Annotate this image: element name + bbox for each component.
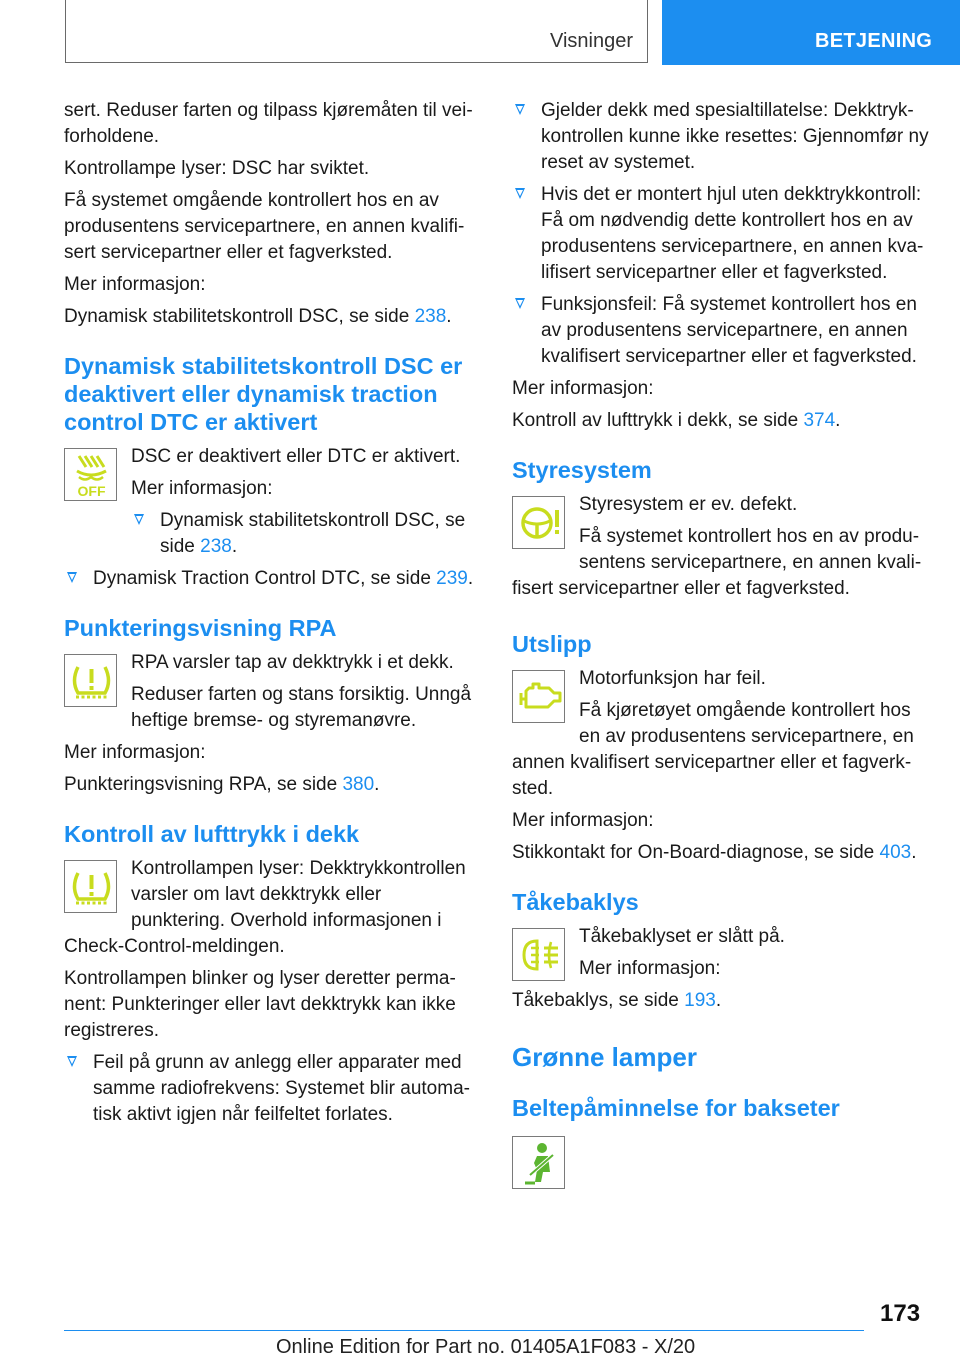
bullet-triangle-icon [67,572,77,583]
engine-warning-icon [512,670,565,723]
tpm-text-2: Kontrollampen blinker og lyser deretter perma-nent: Punkteringer eller lavt dekktrykk kan ikke registreres. [64,968,456,1041]
green-lamps-heading: Grønne lamper [512,1042,697,1072]
steering-heading: Styresystem [512,457,652,483]
seatbelt-reminder-icon [512,1136,565,1189]
edition-footer: Online Edition for Part no. 01405A1F083 - X/20 [276,1336,696,1358]
emission-text-1: Motorfunksjon har feil. [579,668,766,689]
page-number: 173 [880,1300,921,1327]
rpa-heading: Punkteringsvisning RPA [64,615,337,641]
page-link-403[interactable]: 403 [879,842,912,863]
intro-paragraph-2: Kontrollampe lyser: DSC har sviktet. [64,158,370,179]
tpm-bullet-2: Gjelder dekk med spesialtillatelse: Dekktryk-kontrollen kunne ikke resettes: Gjennomfør ny reset av systemet. [512,98,932,176]
emission-heading: Utslipp [512,631,592,657]
tire-pressure-control-icon [64,860,117,913]
steering-text-1: Styresystem er ev. defekt. [579,494,798,515]
left-column [64,98,476,1134]
page-link-239[interactable]: 239 [436,568,468,589]
dsc-text: DSC er deaktivert eller DTC er aktivert. [131,446,461,467]
fog-heading: Tåkebaklys [512,889,639,915]
dsc-bullet-1: Dynamisk stabilitetskontroll DSC, se side 238. [131,508,476,560]
tpm-bullet-4: Funksjonsfeil: Få systemet kontrollert hos en av produsentens servicepartnere, en annen kvalifisert servicepartner eller et fagverksted. [512,292,932,370]
bullet-triangle-icon [515,104,525,115]
fog-reference: Tåkebaklys, se side 193. [512,990,722,1011]
tpm-more-info: Mer informasjon: [512,378,654,399]
header-chapter-title: BETJENING [815,30,933,52]
intro-paragraph-3: Få systemet omgående kontrollert hos en av produsentens servicepartnere, en annen kvalifi-sert servicepartner eller et fagverksted. [64,190,465,263]
page-link-380[interactable]: 380 [342,774,375,795]
rpa-reference: Punkteringsvisning RPA, se side 380. [64,774,380,795]
tire-pressure-warning-icon [64,654,117,707]
tpm-heading: Kontroll av lufttrykk i dekk [64,821,360,847]
dsc-more-info: Mer informasjon: [131,478,273,499]
header-section-title: Visninger [549,30,633,52]
page-link-238[interactable]: 238 [200,536,232,557]
rpa-text-2: Reduser farten og stans forsiktig. Unngå heftige bremse- og styremanøvre. [131,684,472,731]
svg-text:OFF: OFF [77,483,106,499]
steering-warning-icon [512,496,565,549]
emission-more-info: Mer informasjon: [512,810,654,831]
bullet-triangle-icon [515,188,525,199]
header-chapter-tab[interactable] [662,0,960,65]
bullet-triangle-icon [134,514,144,525]
header-section-box [65,0,648,63]
page-link-193[interactable]: 193 [684,990,716,1011]
intro-more-info: Mer informasjon: [64,274,206,295]
right-column [512,98,932,1193]
page-link-238[interactable]: 238 [414,306,447,327]
tpm-bullet-1: Feil på grunn av anlegg eller apparater med samme radiofrekvens: Systemet blir automa-tisk aktivt igjen når feilfeltet forlates. [64,1050,476,1128]
emission-reference: Stikkontakt for On-Board-diagnose, se side 403. [512,842,917,863]
bullet-triangle-icon [515,298,525,309]
tpm-bullet-3: Hvis det er montert hjul uten dekktrykkontroll: Få om nødvendig dette kontrollert hos en av produsentens servicepartnere, en annen kva-lifisert servicepartner eller et fagverksted. [512,182,932,286]
rear-belt-reminder-heading: Beltepåminnelse for bakseter [512,1095,840,1121]
footer-divider [64,1330,864,1331]
fog-text-1: Tåkebaklyset er slått på. [579,926,785,947]
page-link-374[interactable]: 374 [803,410,836,431]
rpa-text-1: RPA varsler tap av dekktrykk i et dekk. [131,652,454,673]
dsc-bullet-2: Dynamisk Traction Control DTC, se side 239. [64,566,476,592]
rpa-more-info: Mer informasjon: [64,742,206,763]
dsc-off-icon [64,448,117,501]
tpm-text-1: Kontrollampen lyser: Dekktrykkontrollen varsler om lavt dekktrykk eller punktering. Overhold informasjonen i Check-Control-meldingen. [64,858,466,957]
emission-text-2: Få kjøretøyet omgående kontrollert hos en av produsentens servicepartnere, en annen kvalifisert servicepartner eller et fagverk-sted. [512,700,914,799]
fog-more-info: Mer informasjon: [579,958,721,979]
intro-reference: Dynamisk stabilitetskontroll DSC, se side 238. [64,306,452,327]
tpm-reference: Kontroll av lufttrykk i dekk, se side 374. [512,410,841,431]
intro-paragraph-1: sert. Reduser farten og tilpass kjøremåten til vei-forholdene. [64,100,473,147]
bullet-triangle-icon [67,1056,77,1067]
rear-fog-light-icon [512,928,565,981]
steering-text-2: Få systemet kontrollert hos en av produ-sentens servicepartnere, en annen kvali-fisert servicepartner eller et fagverksted. [512,526,922,599]
dsc-heading: Dynamisk stabilitetskontroll DSC er deaktivert eller dynamisk traction control DTC er aktivert [64,353,463,435]
